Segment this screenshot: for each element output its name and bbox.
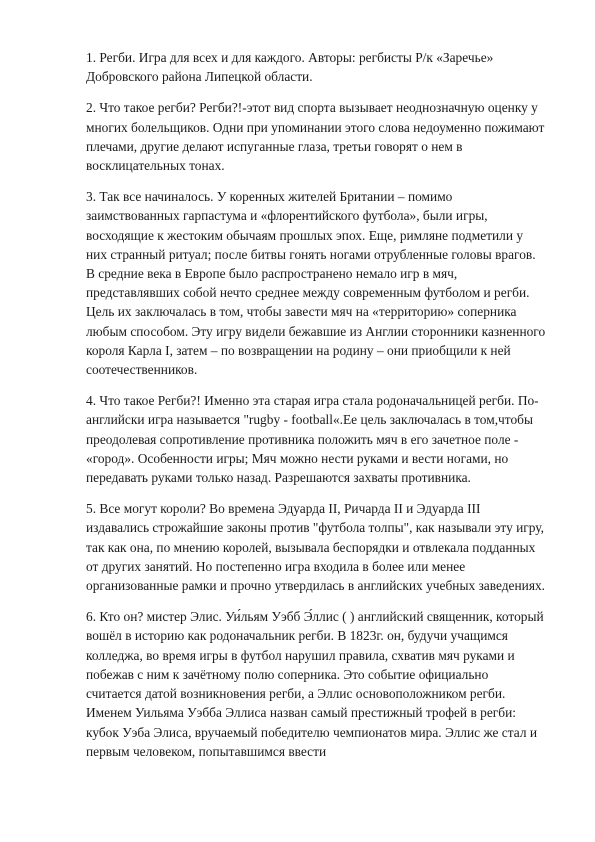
paragraph-2: 2. Что такое регби? Регби?!-этот вид спорта вызывает неоднозначную оценку у многих болельщиков. Одни при упоминании этого слова недоуменно пожимают плечами, другие делают испуганные глаза, третьи говорят о нем в восклицательных тонах.: [86, 100, 545, 174]
document-page: [86, 48, 546, 773]
paragraph-1: 1. Регби. Игра для всех и для каждого. Авторы: регбисты Р/к «Заречье» Добровского района Липецкой области.: [86, 50, 494, 85]
paragraph-3: 3. Так все начиналось. У коренных жителей Британии – помимо заимствованных гарпастума и «флорентийского футбола», были игры, восходящие к жестоким обычаям прошлых эпох. Еще, римляне подметили у них странный ритуал; после битвы гонять ногами отрубленные головы врагов. В средние века в Европе было распространено немало игр в мяч, представлявших собой нечто среднее между современным футболом и регби. Цель их заключалась в том, чтобы завести мяч на «территорию» соперника любым способом. Эту игру видели бежавшие из Англии сторонники казненного короля Карла I, затем – по возвращении на родину – они приобщили к ней соотечественников.: [86, 189, 546, 378]
paragraph-5: 5. Все могут короли? Во времена Эдуарда II, Ричарда II и Эдуарда III издавались строжайшие законы против "футбола толпы", как называли эту игру, так как она, по мнению королей, вызывала беспорядки и отвлекала подданных от других занятий. Но постепенно игра входила в более или менее организованные рамки и прочно утвердилась в английских учебных заведениях.: [86, 501, 546, 594]
paragraph-6: 6. Кто он? мистер Элис. Уи́льям Уэбб Э́ллис ( ) английский священник, который вошёл в историю как родоначальник регби. В 1823г. он, будучи учащимся колледжа, во время игры в футбол нарушил правила, схватив мяч руками и побежав с ним к зачётному полю соперника. Это событие официально считается датой возникновения регби, а Эллис основоположником регби. Именем Уильяма Уэбба Эллиса назван самый престижный трофей в регби: кубок Уэба Элиса, вручаемый победителю чемпионатов мира. Эллис же стал и первым человеком, попытавшимся ввести: [86, 609, 544, 759]
paragraph-4: 4. Что такое Регби?! Именно эта старая игра стала родоначальницей регби. По-английски игра называется "rugby - football«.Ее цель заключалась в том,чтобы преодолевая сопротивление противника положить мяч в его зачетное поле - «город». Особенности игры; Мяч можно нести руками и вести ногами, но передавать руками только назад. Разрешаются захваты противника.: [86, 393, 539, 486]
